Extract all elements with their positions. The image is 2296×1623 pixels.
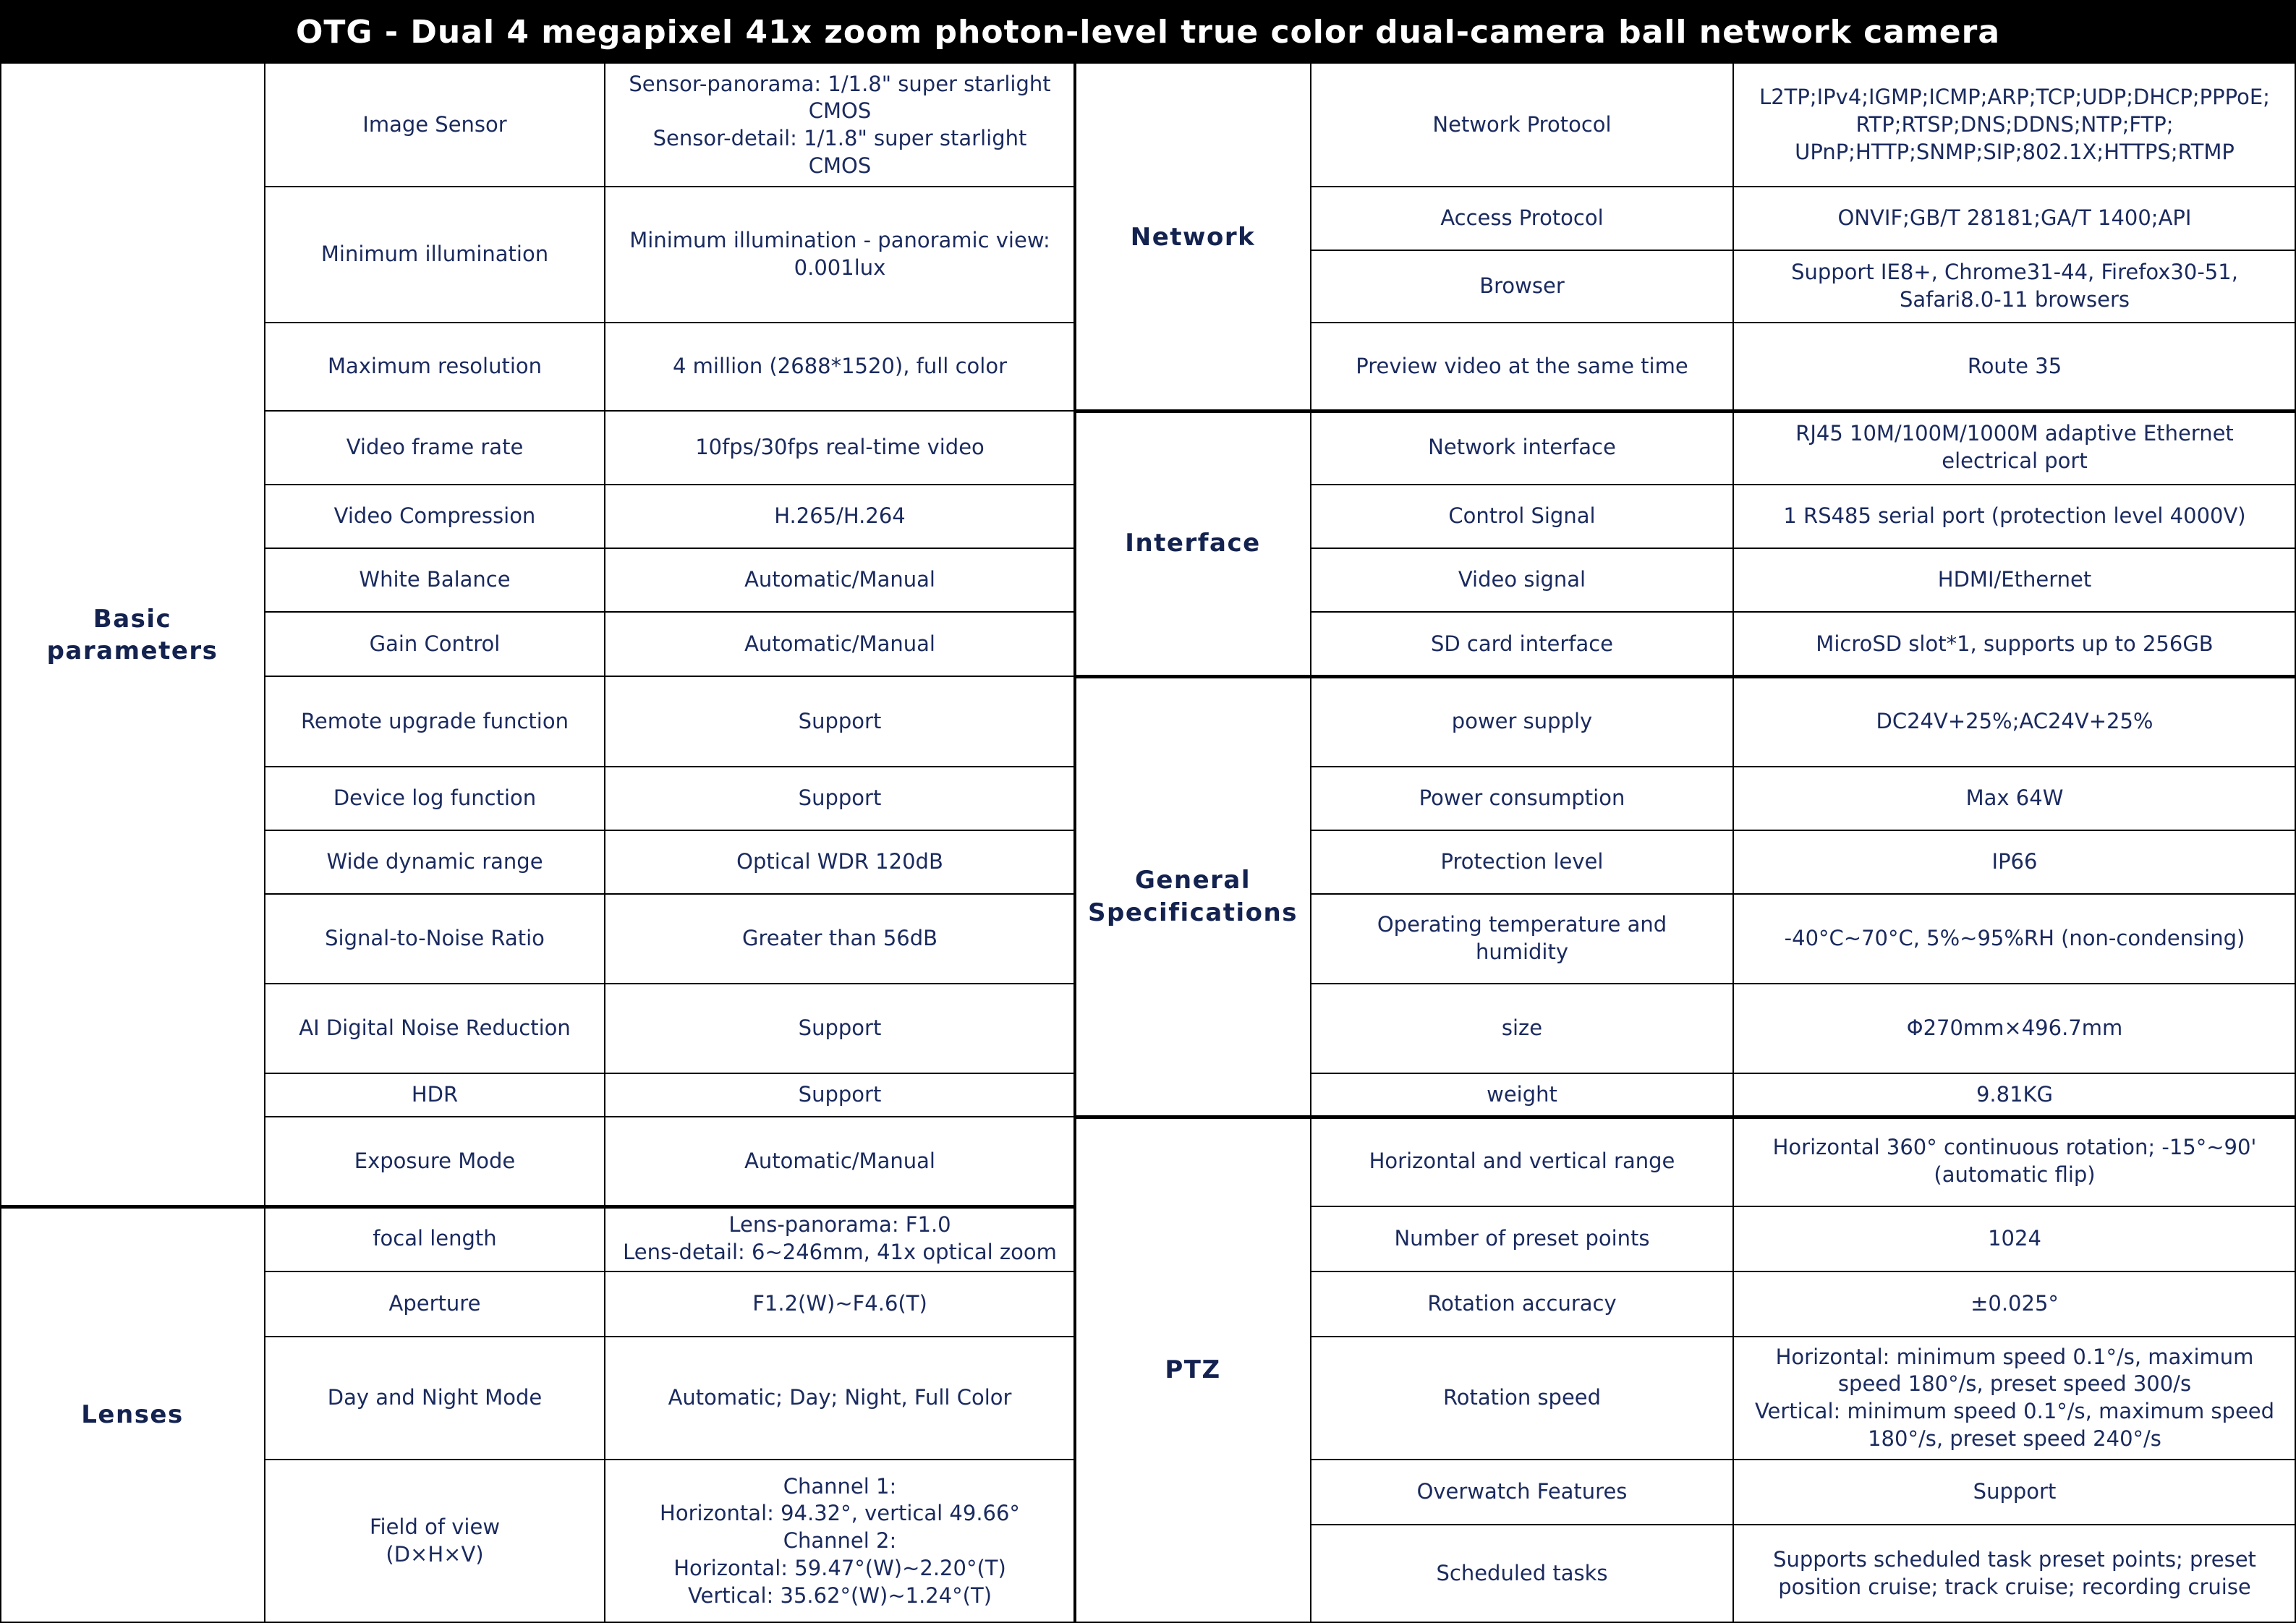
grid-line [1311,893,2296,895]
grid-line [1311,548,2296,549]
grid-line [1075,409,2296,413]
spec-label: Gain Control [369,631,501,656]
spec-value: HDMI/Ethernet [1937,567,2092,592]
spec-label: Rotation accuracy [1427,1291,1617,1316]
spec-label: focal length [373,1226,497,1251]
spec-value: Horizontal: minimum speed 0.1°/s, maximum speed 180°/s, preset speed 300/s Vertical: minimum speed 0.1°/s, maximum speed 180°/s, preset speed 240°/s [1754,1344,2275,1451]
grid-line [265,1459,1075,1460]
grid-line [265,548,1075,549]
spec-value: 4 million (2688*1520), full color [673,354,1007,379]
spec-label: Browser [1479,273,1565,299]
grid-line [1075,675,2296,678]
grid-line [1075,1115,2296,1119]
spec-value: Automatic/Manual [744,1149,935,1174]
spec-label: Control Signal [1448,503,1596,529]
spec-label: SD card interface [1430,631,1614,656]
spec-label: Scheduled tasks [1436,1561,1608,1586]
spec-label: Number of preset points [1394,1226,1650,1251]
spec-value: H.265/H.264 [774,503,906,529]
grid-line [1311,611,2296,613]
grid-line [1311,322,2296,323]
spec-label: White Balance [359,567,511,592]
spec-value: Optical WDR 120dB [736,849,943,874]
spec-value: Support [798,1082,882,1107]
spec-label: Day and Night Mode [327,1385,543,1410]
grid-line [265,676,1075,677]
spec-label: Video signal [1458,567,1586,592]
spec-value: RJ45 10M/100M/1000M adaptive Ethernet electrical port [1795,421,2234,473]
grid-line [1311,1271,2296,1272]
spec-value: Minimum illumination - panoramic view: 0.001lux [629,228,1050,280]
spec-value: Supports scheduled task preset points; preset position cruise; track cruise; recording cruise [1773,1547,2256,1599]
spec-label: HDR [411,1082,459,1107]
spec-label: Remote upgrade function [301,708,569,733]
spec-value: Horizontal 360° continuous rotation; -15°~90' (automatic flip) [1772,1135,2257,1187]
spec-value: Channel 1: Horizontal: 94.32°, vertical 49.66° Channel 2: Horizontal: 59.47°(W)~2.20°(T) Vertical: 35.62°(W)~1.24°(T) [660,1473,1020,1608]
spec-value: Φ270mm×496.7mm [1906,1015,2123,1041]
spec-label: Network interface [1428,435,1616,460]
spec-label: Minimum illumination [320,242,549,267]
grid-line [265,1336,1075,1337]
section-title: Lenses [81,1400,184,1429]
spec-label: Device log function [333,785,537,811]
spec-value: -40°C~70°C, 5%~95%RH (non-condensing) [1784,926,2245,951]
spec-value: Automatic/Manual [744,631,935,656]
spec-label: Network Protocol [1432,112,1612,137]
grid-line [265,893,1075,895]
spec-value: Support [798,785,882,811]
grid-line [1310,64,1311,1623]
spec-label: Operating temperature and humidity [1377,912,1667,964]
spec-value: Support [798,708,882,733]
spec-label: Video Compression [333,503,536,529]
spec-label: size [1501,1015,1543,1041]
grid-line [265,830,1075,831]
section-title: Interface [1125,529,1261,558]
grid-line [265,1116,1075,1117]
spec-label: Maximum resolution [327,354,543,379]
spec-label: weight [1487,1082,1557,1107]
spec-value: 1024 [1988,1226,2041,1251]
spec-value: F1.2(W)~F4.6(T) [752,1291,927,1316]
grid-line [265,186,1075,187]
grid-line [0,64,1,1623]
spec-value: Support [798,1015,882,1041]
grid-line [1311,1524,2296,1525]
grid-line [1311,484,2296,485]
spec-label: Field of view (D×H×V) [369,1515,501,1567]
spec-label: Video frame rate [346,435,524,460]
section-title: General Specifications [1088,866,1298,927]
grid-line [1311,1073,2296,1074]
spec-value: MicroSD slot*1, supports up to 256GB [1816,631,2214,656]
grid-line [1311,186,2296,187]
spec-value: 1 RS485 serial port (protection level 4000V) [1783,503,2246,529]
grid-line [1073,64,1076,1623]
spec-label: Preview video at the same time [1356,354,1688,379]
spec-value: Automatic/Manual [744,567,935,592]
spec-label: Access Protocol [1440,205,1604,231]
grid-line [604,64,605,1623]
grid-line [1732,64,1734,1623]
spec-value: 9.81KG [1976,1082,2054,1107]
spec-value: ONVIF;GB/T 28181;GA/T 1400;API [1837,205,2192,231]
spec-value: ±0.025° [1970,1291,2059,1316]
spec-value: IP66 [1991,849,2038,874]
grid-line [0,1205,1075,1209]
grid-line [265,611,1075,613]
spec-value: Support [1973,1479,2057,1504]
spec-value: 10fps/30fps real-time video [695,435,985,460]
section-title: Network [1130,222,1256,252]
section-title: PTZ [1165,1355,1221,1384]
spec-value: Support IE8+, Chrome31-44, Firefox30-51, Safari8.0-11 browsers [1791,260,2238,312]
spec-label: Wide dynamic range [326,849,543,874]
spec-value: Sensor-panorama: 1/1.8" super starlight CMOS Sensor-detail: 1/1.8" super starlight CMOS [629,71,1051,178]
grid-line [1311,1336,2296,1337]
spec-label: Image Sensor [362,112,507,137]
grid-line [265,1271,1075,1272]
spec-label: Overwatch Features [1416,1479,1628,1504]
grid-line [1311,250,2296,251]
grid-line [1311,1206,2296,1207]
spec-label: Exposure Mode [354,1149,516,1174]
spec-label: AI Digital Noise Reduction [299,1015,571,1041]
grid-line [1311,830,2296,831]
spec-value: DC24V+25%;AC24V+25% [1876,708,2153,733]
grid-line [265,322,1075,323]
spec-value: Lens-panorama: F1.0 Lens-detail: 6~246mm, 41x optical zoom [623,1212,1057,1264]
spec-label: Rotation speed [1442,1385,1602,1410]
grid-line [264,64,265,1623]
spec-value: Automatic; Day; Night, Full Color [668,1385,1012,1410]
section-title: Basic parameters [46,604,218,665]
grid-line [265,1073,1075,1074]
spec-label: power supply [1451,708,1593,733]
spec-label: Signal-to-Noise Ratio [325,926,545,951]
spec-value: Max 64W [1965,785,2064,811]
spec-value: Greater than 56dB [741,926,938,951]
grid-line [1311,983,2296,984]
spec-label: Horizontal and vertical range [1369,1149,1675,1174]
spec-label: Power consumption [1419,785,1625,811]
spec-label: Protection level [1440,849,1604,874]
grid-line [1311,1459,2296,1460]
grid-line [265,766,1075,767]
spec-value: L2TP;IPv4;IGMP;ICMP;ARP;TCP;UDP;DHCP;PPPoE; RTP;RTSP;DNS;DDNS;NTP;FTP; UPnP;HTTP;SNMP;SIP;802.1X;HTTPS;RTMP [1759,85,2270,164]
spec-label: Aperture [388,1291,481,1316]
grid-line [265,484,1075,485]
page-title: OTG - Dual 4 megapixel 41x zoom photon-level true color dual-camera ball network camera [0,0,2296,64]
spec-value: Route 35 [1967,354,2062,379]
grid-line [265,410,1075,412]
grid-line [265,983,1075,984]
grid-line [1311,766,2296,767]
